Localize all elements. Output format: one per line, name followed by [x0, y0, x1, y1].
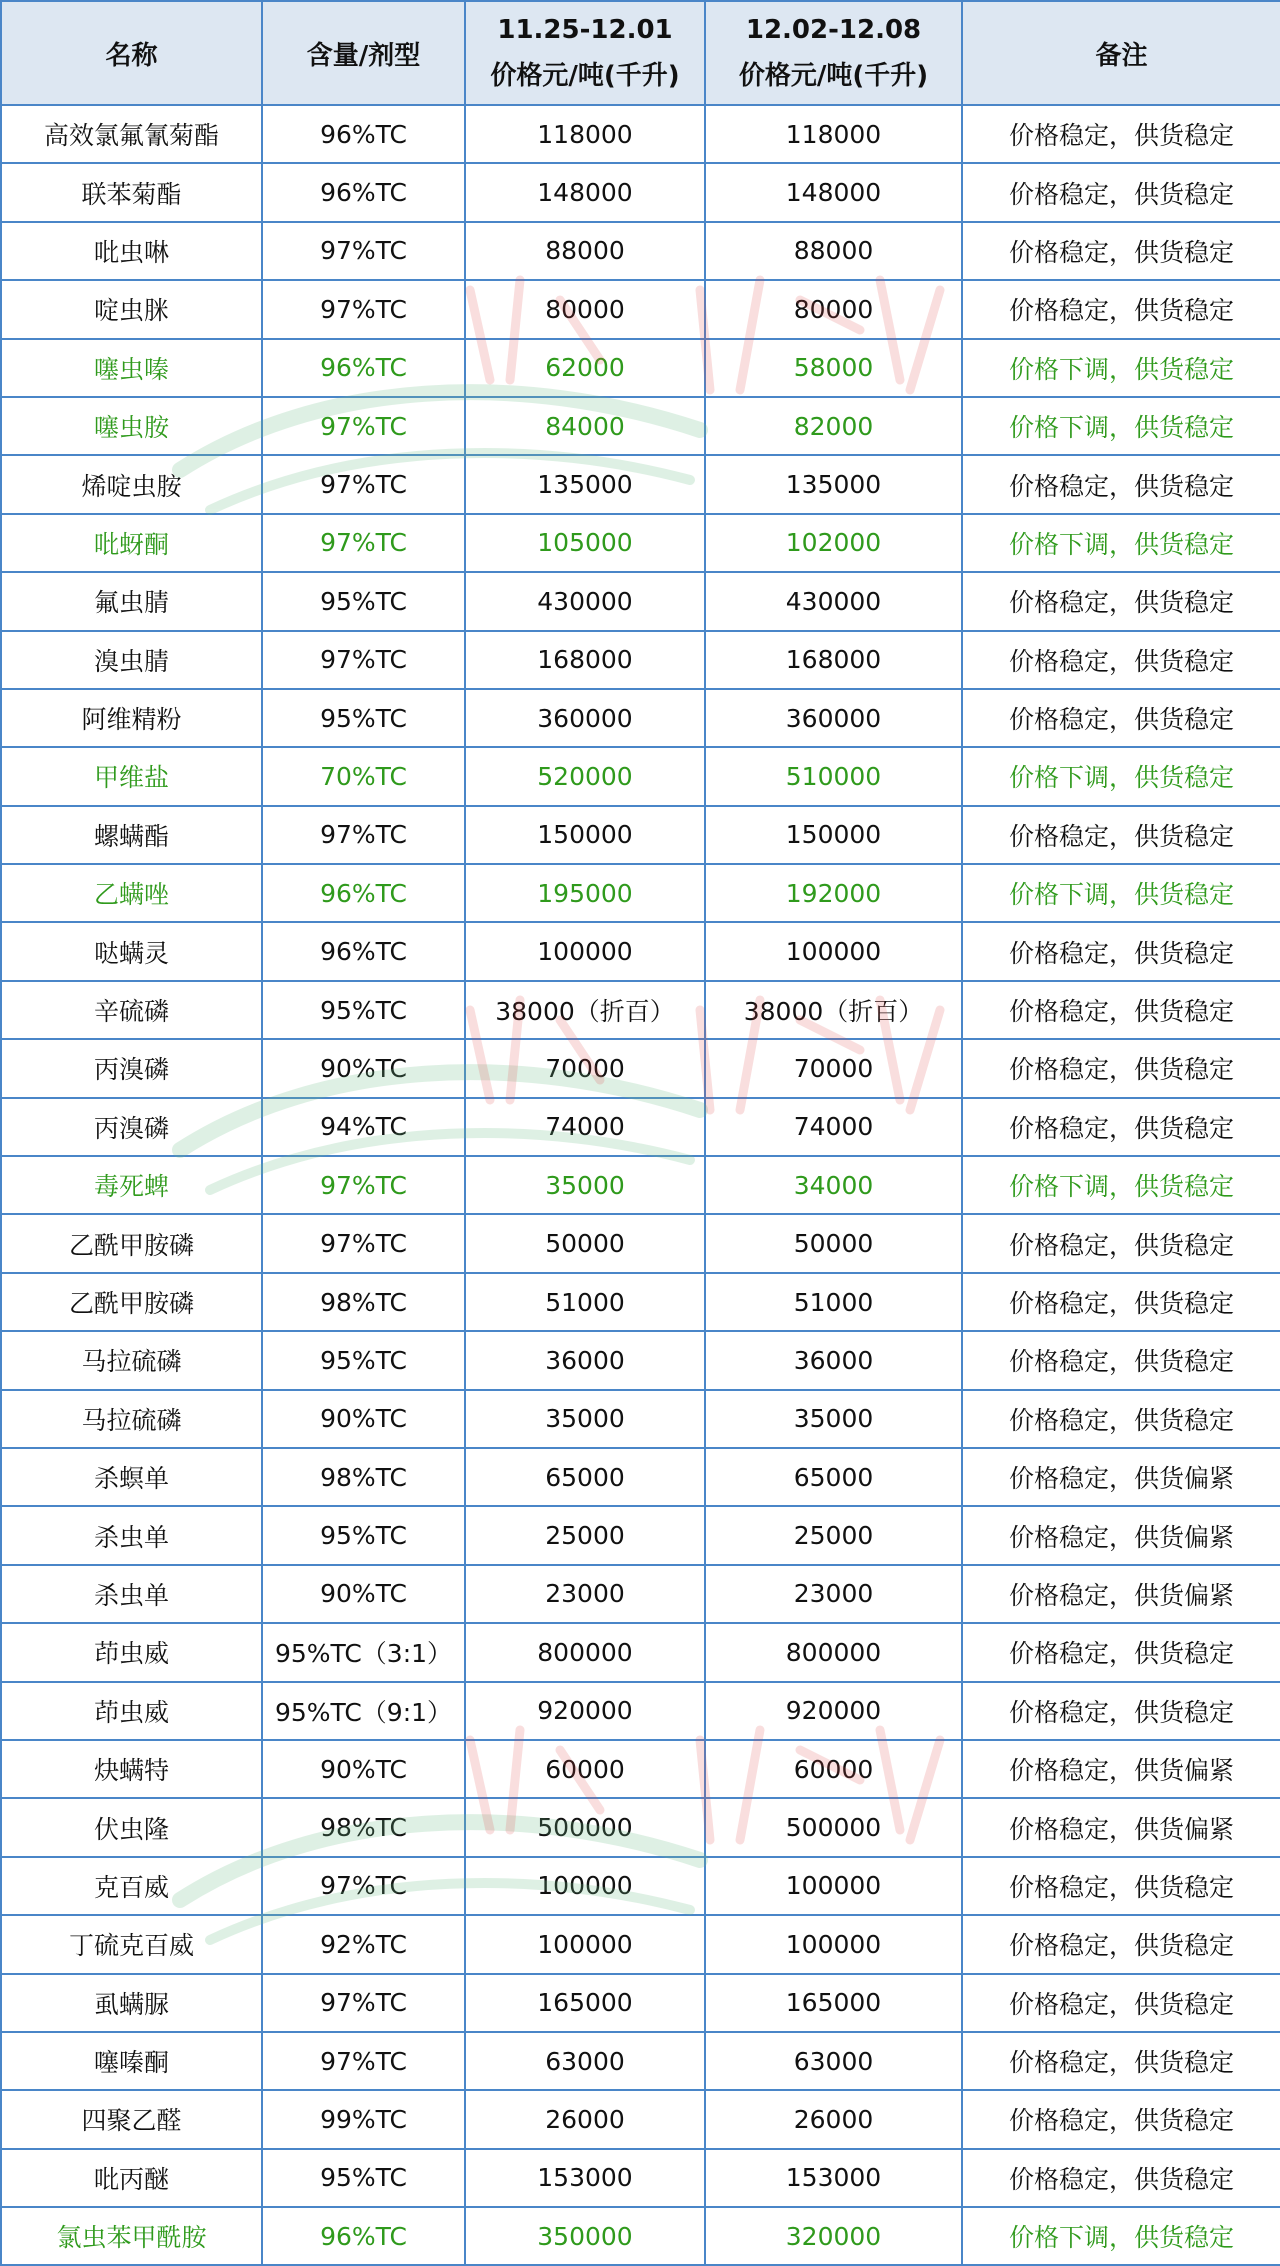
- cell-content: 96%TC: [262, 922, 465, 980]
- cell-price-period-1: 51000: [465, 1273, 705, 1331]
- cell-remark: 价格下调，供货稳定: [962, 864, 1280, 922]
- cell-content: 97%TC: [262, 1974, 465, 2032]
- cell-name: 克百威: [1, 1857, 262, 1915]
- cell-remark: 价格稳定，供货偏紧: [962, 1740, 1280, 1798]
- cell-price-period-1: 195000: [465, 864, 705, 922]
- cell-price-period-1: 84000: [465, 397, 705, 455]
- cell-price-period-1: 38000（折百）: [465, 981, 705, 1039]
- cell-name: 虱螨脲: [1, 1974, 262, 2032]
- cell-name: 杀螟单: [1, 1448, 262, 1506]
- cell-price-period-2: 800000: [705, 1623, 962, 1681]
- cell-remark: 价格稳定，供货稳定: [962, 572, 1280, 630]
- cell-remark: 价格稳定，供货稳定: [962, 163, 1280, 221]
- cell-name: 烯啶虫胺: [1, 455, 262, 513]
- cell-content: 97%TC: [262, 1214, 465, 1272]
- cell-price-period-2: 38000（折百）: [705, 981, 962, 1039]
- cell-content: 90%TC: [262, 1039, 465, 1097]
- cell-price-period-1: 148000: [465, 163, 705, 221]
- cell-price-period-1: 23000: [465, 1565, 705, 1623]
- cell-content: 96%TC: [262, 105, 465, 163]
- cell-price-period-1: 165000: [465, 1974, 705, 2032]
- cell-content: 97%TC: [262, 397, 465, 455]
- cell-remark: 价格下调，供货稳定: [962, 514, 1280, 572]
- cell-content: 95%TC: [262, 981, 465, 1039]
- table-row: [1, 1390, 1280, 1448]
- cell-remark: 价格稳定，供货稳定: [962, 2032, 1280, 2090]
- cell-name: 联苯菊酯: [1, 163, 262, 221]
- cell-price-period-1: 65000: [465, 1448, 705, 1506]
- header-period-2-date: 12.02-12.08: [745, 15, 922, 45]
- cell-name: 杀虫单: [1, 1565, 262, 1623]
- cell-price-period-2: 60000: [705, 1740, 962, 1798]
- cell-price-period-2: 25000: [705, 1506, 962, 1564]
- header-period-1-unit: 价格元/吨(千升): [490, 61, 680, 91]
- cell-name: 伏虫隆: [1, 1798, 262, 1856]
- cell-remark: 价格稳定，供货偏紧: [962, 1506, 1280, 1564]
- cell-content: 98%TC: [262, 1798, 465, 1856]
- cell-remark: 价格稳定，供货偏紧: [962, 1448, 1280, 1506]
- cell-content: 95%TC: [262, 689, 465, 747]
- cell-price-period-1: 430000: [465, 572, 705, 630]
- header-period-2-unit: 价格元/吨(千升): [738, 61, 929, 91]
- table-row: [1, 1448, 1280, 1506]
- cell-name: 杀虫单: [1, 1506, 262, 1564]
- cell-content: 97%TC: [262, 222, 465, 280]
- cell-name: 马拉硫磷: [1, 1390, 262, 1448]
- table-row: [1, 280, 1280, 338]
- cell-remark: 价格稳定，供货稳定: [962, 1915, 1280, 1973]
- cell-remark: 价格稳定，供货稳定: [962, 280, 1280, 338]
- cell-price-period-2: 150000: [705, 806, 962, 864]
- cell-content: 95%TC: [262, 572, 465, 630]
- cell-price-period-1: 100000: [465, 1857, 705, 1915]
- cell-price-period-1: 25000: [465, 1506, 705, 1564]
- cell-remark: 价格稳定，供货偏紧: [962, 1565, 1280, 1623]
- cell-name: 茚虫威: [1, 1623, 262, 1681]
- cell-remark: 价格稳定，供货稳定: [962, 1098, 1280, 1156]
- cell-price-period-2: 51000: [705, 1273, 962, 1331]
- cell-content: 96%TC: [262, 339, 465, 397]
- cell-remark: 价格稳定，供货稳定: [962, 1390, 1280, 1448]
- cell-price-period-2: 165000: [705, 1974, 962, 2032]
- cell-remark: 价格稳定，供货稳定: [962, 1682, 1280, 1740]
- cell-name: 四聚乙醛: [1, 2090, 262, 2148]
- cell-remark: 价格稳定，供货稳定: [962, 222, 1280, 280]
- cell-price-period-2: 118000: [705, 105, 962, 163]
- cell-price-period-1: 70000: [465, 1039, 705, 1097]
- cell-remark: 价格稳定，供货稳定: [962, 1857, 1280, 1915]
- cell-content: 97%TC: [262, 631, 465, 689]
- cell-price-period-1: 150000: [465, 806, 705, 864]
- cell-remark: 价格稳定，供货稳定: [962, 1331, 1280, 1389]
- cell-name: 马拉硫磷: [1, 1331, 262, 1389]
- cell-name: 茚虫威: [1, 1682, 262, 1740]
- cell-content: 97%TC: [262, 2032, 465, 2090]
- table-row: [1, 572, 1280, 630]
- cell-price-period-2: 58000: [705, 339, 962, 397]
- cell-remark: 价格稳定，供货稳定: [962, 1039, 1280, 1097]
- cell-price-period-2: 88000: [705, 222, 962, 280]
- header-name: 名称: [1, 1, 262, 105]
- cell-price-period-1: 35000: [465, 1156, 705, 1214]
- cell-price-period-2: 34000: [705, 1156, 962, 1214]
- table-row: [1, 514, 1280, 572]
- table-row: [1, 689, 1280, 747]
- cell-name: 哒螨灵: [1, 922, 262, 980]
- header-period-1-date: 11.25-12.01: [497, 15, 673, 45]
- cell-price-period-1: 135000: [465, 455, 705, 513]
- cell-price-period-1: 63000: [465, 2032, 705, 2090]
- table-row: [1, 1682, 1280, 1740]
- cell-content: 90%TC: [262, 1390, 465, 1448]
- cell-price-period-1: 800000: [465, 1623, 705, 1681]
- cell-name: 甲维盐: [1, 747, 262, 805]
- cell-content: 90%TC: [262, 1740, 465, 1798]
- cell-content: 95%TC（3:1）: [262, 1623, 465, 1681]
- cell-price-period-1: 500000: [465, 1798, 705, 1856]
- cell-price-period-2: 100000: [705, 922, 962, 980]
- cell-price-period-1: 118000: [465, 105, 705, 163]
- cell-price-period-2: 510000: [705, 747, 962, 805]
- table-row: [1, 922, 1280, 980]
- cell-content: 96%TC: [262, 163, 465, 221]
- table-row: [1, 1857, 1280, 1915]
- cell-price-period-2: 360000: [705, 689, 962, 747]
- table-row: [1, 2032, 1280, 2090]
- cell-remark: 价格稳定，供货稳定: [962, 631, 1280, 689]
- cell-remark: 价格稳定，供货稳定: [962, 455, 1280, 513]
- table-row: [1, 105, 1280, 163]
- table-row: [1, 1098, 1280, 1156]
- cell-name: 氟虫腈: [1, 572, 262, 630]
- cell-remark: 价格稳定，供货稳定: [962, 981, 1280, 1039]
- header-period-2: [705, 1, 962, 105]
- cell-remark: 价格稳定，供货稳定: [962, 806, 1280, 864]
- table-row: [1, 1039, 1280, 1097]
- cell-name: 噻虫胺: [1, 397, 262, 455]
- cell-remark: 价格下调，供货稳定: [962, 1156, 1280, 1214]
- cell-name: 高效氯氟氰菊酯: [1, 105, 262, 163]
- table-row: [1, 864, 1280, 922]
- cell-price-period-2: 50000: [705, 1214, 962, 1272]
- cell-content: 97%TC: [262, 1156, 465, 1214]
- cell-remark: 价格稳定，供货偏紧: [962, 1798, 1280, 1856]
- cell-price-period-2: 82000: [705, 397, 962, 455]
- cell-content: 95%TC（9:1）: [262, 1682, 465, 1740]
- cell-price-period-2: 23000: [705, 1565, 962, 1623]
- table-row: [1, 1273, 1280, 1331]
- table-body: [1, 105, 1280, 2265]
- cell-remark: 价格下调，供货稳定: [962, 747, 1280, 805]
- cell-name: 乙酰甲胺磷: [1, 1273, 262, 1331]
- cell-price-period-1: 360000: [465, 689, 705, 747]
- cell-content: 97%TC: [262, 806, 465, 864]
- cell-content: 95%TC: [262, 1331, 465, 1389]
- table-header: [1, 1, 1280, 105]
- cell-remark: 价格稳定，供货稳定: [962, 1214, 1280, 1272]
- cell-price-period-2: 320000: [705, 2207, 962, 2265]
- cell-price-period-1: 153000: [465, 2149, 705, 2207]
- cell-price-period-1: 920000: [465, 1682, 705, 1740]
- table-row: [1, 1974, 1280, 2032]
- cell-content: 97%TC: [262, 514, 465, 572]
- cell-price-period-2: 192000: [705, 864, 962, 922]
- table-row: [1, 631, 1280, 689]
- table-row: [1, 2207, 1280, 2265]
- cell-price-period-1: 100000: [465, 1915, 705, 1973]
- cell-price-period-2: 26000: [705, 2090, 962, 2148]
- cell-remark: 价格稳定，供货稳定: [962, 1974, 1280, 2032]
- cell-content: 95%TC: [262, 1506, 465, 1564]
- header-remark: 备注: [962, 1, 1280, 105]
- cell-price-period-2: 36000: [705, 1331, 962, 1389]
- table-row: [1, 1798, 1280, 1856]
- table-row: [1, 747, 1280, 805]
- cell-price-period-2: 80000: [705, 280, 962, 338]
- cell-content: 95%TC: [262, 2149, 465, 2207]
- cell-price-period-2: 70000: [705, 1039, 962, 1097]
- cell-price-period-1: 80000: [465, 280, 705, 338]
- header-content: 含量/剂型: [262, 1, 465, 105]
- cell-price-period-1: 100000: [465, 922, 705, 980]
- header-row: [1, 1, 1280, 105]
- cell-price-period-2: 100000: [705, 1915, 962, 1973]
- cell-content: 98%TC: [262, 1273, 465, 1331]
- table-row: [1, 2149, 1280, 2207]
- cell-remark: 价格下调，供货稳定: [962, 339, 1280, 397]
- cell-name: 乙螨唑: [1, 864, 262, 922]
- cell-price-period-2: 500000: [705, 1798, 962, 1856]
- table-row: [1, 806, 1280, 864]
- table-row: [1, 1740, 1280, 1798]
- cell-remark: 价格稳定，供货稳定: [962, 689, 1280, 747]
- cell-price-period-1: 350000: [465, 2207, 705, 2265]
- cell-remark: 价格下调，供货稳定: [962, 397, 1280, 455]
- cell-price-period-2: 74000: [705, 1098, 962, 1156]
- cell-name: 吡虫啉: [1, 222, 262, 280]
- cell-price-period-1: 50000: [465, 1214, 705, 1272]
- cell-price-period-1: 60000: [465, 1740, 705, 1798]
- table-row: [1, 163, 1280, 221]
- cell-price-period-2: 65000: [705, 1448, 962, 1506]
- table-row: [1, 222, 1280, 280]
- cell-price-period-2: 35000: [705, 1390, 962, 1448]
- cell-price-period-1: 35000: [465, 1390, 705, 1448]
- table-row: [1, 397, 1280, 455]
- cell-remark: 价格稳定，供货稳定: [962, 1623, 1280, 1681]
- cell-content: 97%TC: [262, 280, 465, 338]
- cell-name: 吡蚜酮: [1, 514, 262, 572]
- table-row: [1, 455, 1280, 513]
- cell-remark: 价格稳定，供货稳定: [962, 922, 1280, 980]
- table-row: [1, 2090, 1280, 2148]
- cell-name: 吡丙醚: [1, 2149, 262, 2207]
- cell-remark: 价格稳定，供货稳定: [962, 2090, 1280, 2148]
- table-row: [1, 1623, 1280, 1681]
- cell-name: 丁硫克百威: [1, 1915, 262, 1973]
- cell-content: 99%TC: [262, 2090, 465, 2148]
- cell-content: 97%TC: [262, 455, 465, 513]
- cell-price-period-1: 105000: [465, 514, 705, 572]
- cell-name: 辛硫磷: [1, 981, 262, 1039]
- cell-content: 97%TC: [262, 1857, 465, 1915]
- table-row: [1, 1331, 1280, 1389]
- cell-price-period-1: 26000: [465, 2090, 705, 2148]
- cell-name: 啶虫脒: [1, 280, 262, 338]
- table-row: [1, 1156, 1280, 1214]
- cell-name: 螺螨酯: [1, 806, 262, 864]
- cell-name: 氯虫苯甲酰胺: [1, 2207, 262, 2265]
- cell-price-period-2: 135000: [705, 455, 962, 513]
- table-row: [1, 1506, 1280, 1564]
- cell-content: 94%TC: [262, 1098, 465, 1156]
- cell-price-period-2: 153000: [705, 2149, 962, 2207]
- cell-remark: 价格下调，供货稳定: [962, 2207, 1280, 2265]
- cell-content: 70%TC: [262, 747, 465, 805]
- cell-price-period-1: 36000: [465, 1331, 705, 1389]
- cell-name: 丙溴磷: [1, 1039, 262, 1097]
- cell-content: 96%TC: [262, 864, 465, 922]
- cell-remark: 价格稳定，供货稳定: [962, 1273, 1280, 1331]
- cell-name: 噻嗪酮: [1, 2032, 262, 2090]
- cell-price-period-2: 168000: [705, 631, 962, 689]
- cell-content: 92%TC: [262, 1915, 465, 1973]
- table-row: [1, 339, 1280, 397]
- cell-name: 乙酰甲胺磷: [1, 1214, 262, 1272]
- cell-price-period-2: 920000: [705, 1682, 962, 1740]
- cell-content: 98%TC: [262, 1448, 465, 1506]
- cell-content: 96%TC: [262, 2207, 465, 2265]
- cell-price-period-1: 88000: [465, 222, 705, 280]
- cell-remark: 价格稳定，供货稳定: [962, 2149, 1280, 2207]
- table-row: [1, 981, 1280, 1039]
- cell-price-period-2: 148000: [705, 163, 962, 221]
- cell-price-period-1: 168000: [465, 631, 705, 689]
- cell-price-period-2: 102000: [705, 514, 962, 572]
- table-row: [1, 1565, 1280, 1623]
- header-period-1: [465, 1, 705, 105]
- cell-name: 溴虫腈: [1, 631, 262, 689]
- cell-price-period-2: 430000: [705, 572, 962, 630]
- cell-price-period-1: 62000: [465, 339, 705, 397]
- cell-price-period-2: 63000: [705, 2032, 962, 2090]
- cell-remark: 价格稳定，供货稳定: [962, 105, 1280, 163]
- table-row: [1, 1915, 1280, 1973]
- cell-name: 阿维精粉: [1, 689, 262, 747]
- cell-price-period-1: 74000: [465, 1098, 705, 1156]
- cell-name: 丙溴磷: [1, 1098, 262, 1156]
- cell-name: 毒死蜱: [1, 1156, 262, 1214]
- cell-name: 噻虫嗪: [1, 339, 262, 397]
- table-row: [1, 1214, 1280, 1272]
- cell-name: 炔螨特: [1, 1740, 262, 1798]
- cell-price-period-2: 100000: [705, 1857, 962, 1915]
- cell-content: 90%TC: [262, 1565, 465, 1623]
- cell-price-period-1: 520000: [465, 747, 705, 805]
